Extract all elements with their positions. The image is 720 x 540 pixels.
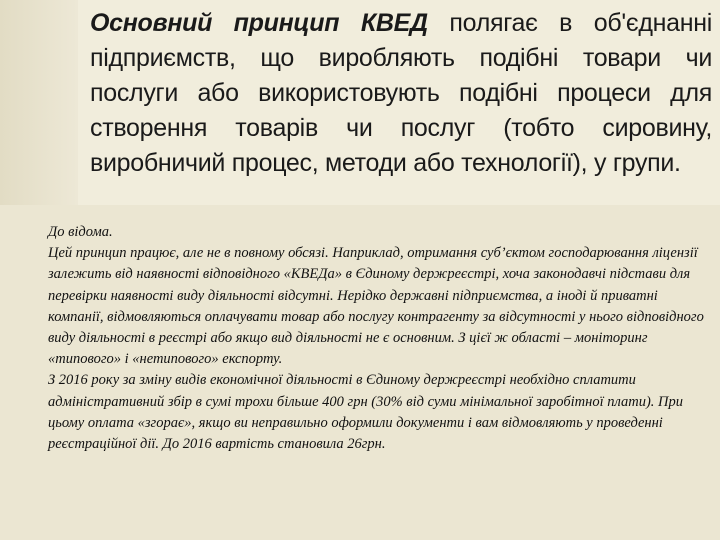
heading-lead: Основний принцип КВЕД [90,9,428,37]
note-paragraph-1: Цей принцип працює, але не в повному обсязі. Наприклад, отримання суб’єктом господарювання ліцензії залежить від наявності відповідного «КВЕДа» в Єдиному держреєстрі, хоча законодавчі підстави для перевірки наявності виду діяльності відсутні. Нерідко державні підприємства, а іноді й приватні компанії, відмовляються оплачувати товар або послугу контрагенту за відсутності у нього відповідного виду діяльності в реєстрі або якщо вид діяльності не є основним. З цієї ж області – моніторинг «типового» і «нетипового» експорту. [48,245,704,368]
note-paragraph-2: З 2016 року за зміну видів економічної діяльності в Єдиному держреєстрі необхідно сплатити адміністративний збір в сумі трохи більше 400 грн (30% від суми мінімальної заробітної плати). При цьому оплата «згорає», якщо ви неправильно оформили документи і вам відмовляють у проведенні реєстраційної дії. До 2016 вартість становила 26грн. [48,372,684,453]
note-block [48,222,712,455]
note-title: До відома. [48,224,113,240]
heading-body: полягає в об'єднанні підприємств, що виробляють подібні товари чи послуги або використовують подібні процеси для створення товарів чи послуг (тобто сировину, виробничий процес, методи або технології), у групи. [90,9,712,177]
left-decorative-band [0,0,78,205]
heading-text [90,6,712,181]
